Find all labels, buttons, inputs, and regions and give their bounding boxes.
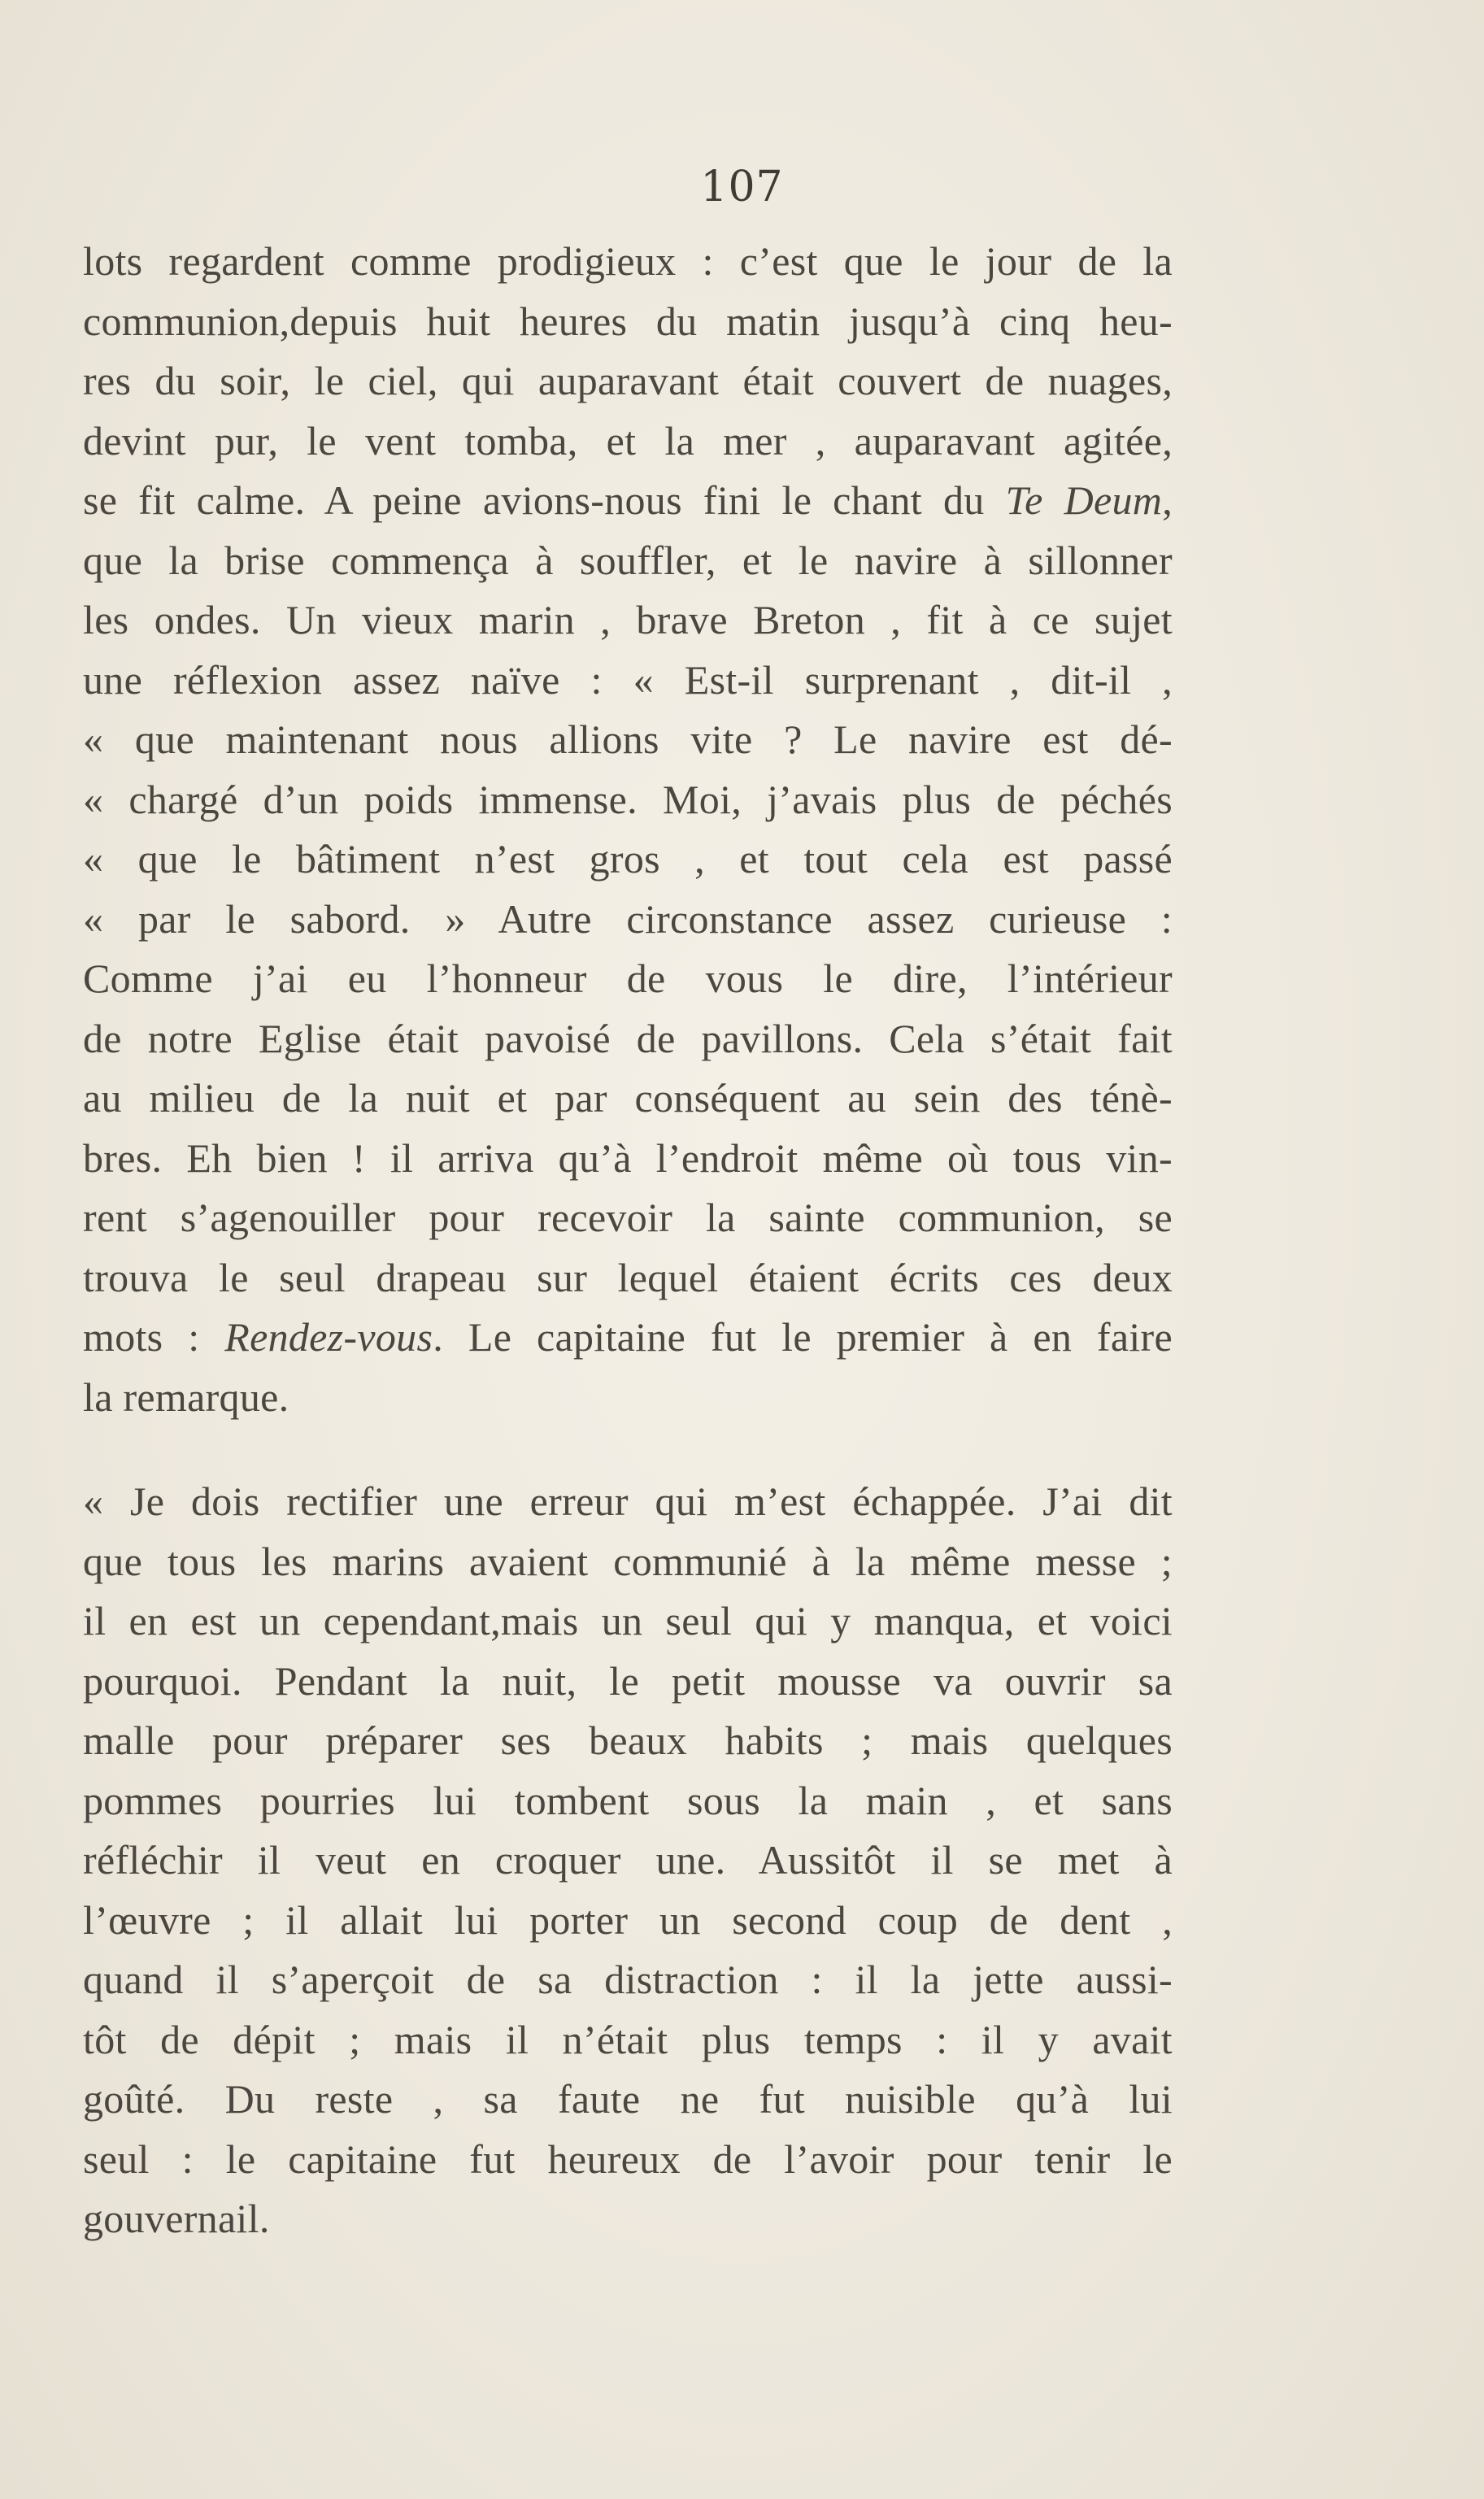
text-line: une réflexion assez naïve : « Est-il surprenant , dit-il , [83, 656, 1173, 703]
text-line: « que le bâtiment n’est gros , et tout cela est passé [83, 836, 1173, 882]
text-line: goûté. Du reste , sa faute ne fut nuisible qu’à lui [83, 2076, 1173, 2122]
text-line: de notre Eglise était pavoisé de pavillons. Cela s’était fait [83, 1015, 1173, 1061]
text-line: seul : le capitaine fut heureux de l’avoir pour tenir le [83, 2135, 1173, 2182]
text-line: « Je dois rectifier une erreur qui m’est échappée. J’ai dit [83, 1478, 1173, 1524]
text-line: « chargé d’un poids immense. Moi, j’avais plus de péchés [83, 776, 1173, 822]
text-line: pourquoi. Pendant la nuit, le petit mousse va ouvrir sa [83, 1657, 1173, 1704]
text-line: rent s’agenouiller pour recevoir la sainte communion, se [83, 1195, 1173, 1240]
paragraph [83, 232, 1173, 1427]
paragraph [83, 1472, 1173, 2249]
text-line: la remarque. [83, 1374, 289, 1420]
text-line: « par le sabord. » Autre circonstance assez curieuse : [83, 895, 1173, 942]
text-line: communion,depuis huit heures du matin jusqu’à cinq heu- [83, 298, 1173, 344]
text-line: « que maintenant nous allions vite ? Le navire est dé- [83, 716, 1173, 762]
text-line: les ondes. Un vieux marin , brave Breton , fit à ce sujet [83, 597, 1173, 642]
text-line: tôt de dépit ; mais il n’était plus temps : il y avait [83, 2016, 1173, 2062]
text-line: il en est un cependant,mais un seul qui y manqua, et voici [83, 1598, 1173, 1644]
text-line: pommes pourries lui tombent sous la main , et sans [83, 1777, 1173, 1823]
text-line: l’œuvre ; il allait lui porter un second coup de dent , [83, 1896, 1173, 1943]
page-number: 107 [700, 163, 784, 211]
text-line: quand il s’aperçoit de sa distraction : il la jette aussi- [83, 1957, 1173, 2002]
text-line: au milieu de la nuit et par conséquent au sein des ténè- [83, 1075, 1173, 1121]
text-line: bres. Eh bien ! il arriva qu’à l’endroit même où tous vin- [83, 1134, 1173, 1181]
text-line: devint pur, le vent tomba, et la mer , auparavant agitée, [83, 417, 1173, 464]
text-line: réfléchir il veut en croquer une. Aussitôt il se met à [83, 1837, 1173, 1883]
text-line: que la brise commença à souffler, et le navire à sillonner [83, 537, 1173, 583]
italic-phrase: Te Deum [1005, 477, 1163, 523]
text-line: malle pour préparer ses beaux habits ; mais quelques [83, 1718, 1173, 1763]
text-line: que tous les marins avaient communié à la même messe ; [83, 1538, 1173, 1584]
text-line: mots : Rendez-vous. Le capitaine fut le premier à en faire [83, 1314, 1173, 1360]
text-line: Comme j’ai eu l’honneur de vous le dire, l’intérieur [83, 956, 1173, 1001]
text-line: trouva le seul drapeau sur lequel étaient écrits ces deux [83, 1254, 1173, 1300]
text-line: res du soir, le ciel, qui auparavant était couvert de nuages, [83, 358, 1173, 403]
text-line: gouvernail. [83, 2196, 270, 2241]
text-line: se fit calme. A peine avions-nous fini le chant du Te Deum, [83, 477, 1173, 523]
text-line: lots regardent comme prodigieux : c’est que le jour de la [83, 238, 1173, 284]
italic-phrase: Rendez-vous [224, 1314, 433, 1360]
